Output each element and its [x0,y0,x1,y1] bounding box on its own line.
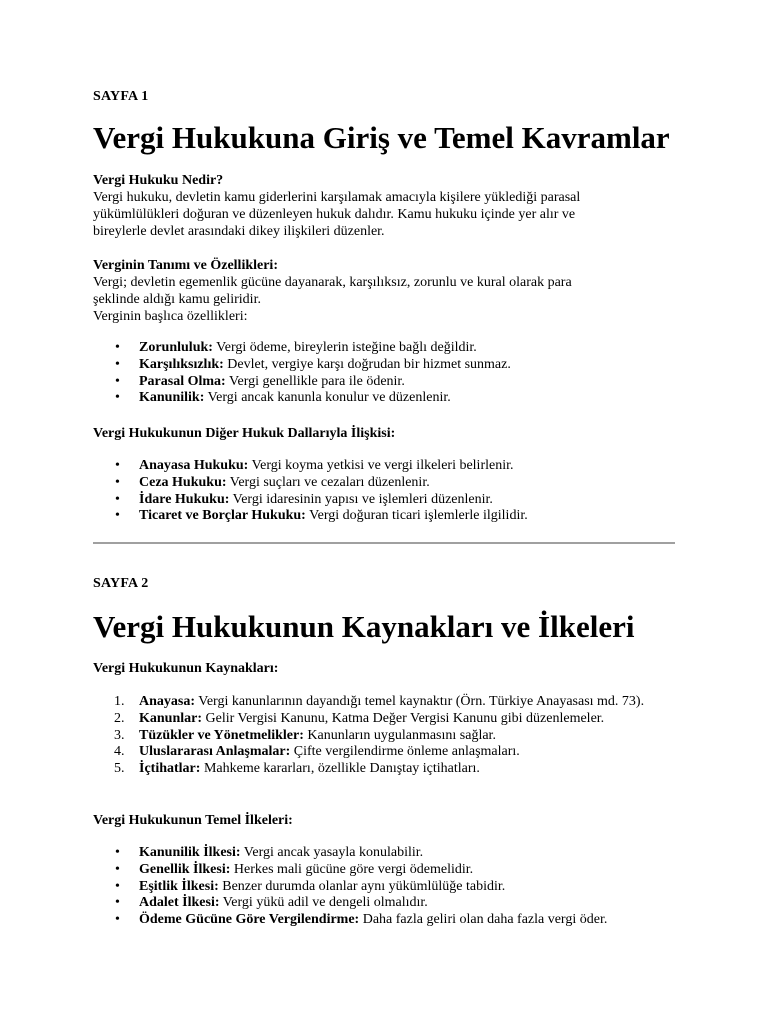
list-item: 4. Uluslararası Anlaşmalar: Çifte vergilendirme önleme anlaşmaları. [114,744,520,760]
page-label-1: SAYFA 1 [93,89,149,104]
list-item: • Kanunilik: Vergi ancak kanunla konulur ve düzenlenir. [93,390,678,407]
paragraph-line: Verginin başlıca özellikleri: [93,309,248,324]
list-item: • Karşılıksızlık: Devlet, vergiye karşı doğrudan bir hizmet sunmaz. [93,357,678,374]
list-item: • Ceza Hukuku: Vergi suçları ve cezaları düzenlenir. [93,475,678,492]
list-item: • İdare Hukuku: Vergi idaresinin yapısı ve işlemleri düzenlenir. [93,492,678,509]
bullet-list-ozellikler [93,340,678,407]
paragraph-line: şeklinde aldığı kamu geliridir. [93,292,261,307]
section-heading: Verginin Tanımı ve Özellikleri: [93,258,278,273]
list-item: • Adalet İlkesi: Vergi yükü adil ve dengeli olmalıdır. [93,895,678,912]
list-item: • Ödeme Gücüne Göre Vergilendirme: Daha fazla geliri olan daha fazla vergi öder. [93,912,678,929]
section-heading-kaynaklar: Vergi Hukukunun Kaynakları: [93,661,279,676]
list-item: • Eşitlik İlkesi: Benzer durumda olanlar aynı yükümlülüğe tabidir. [93,879,678,896]
list-item: 3. Tüzükler ve Yönetmelikler: Kanunların uygulanmasını sağlar. [114,727,496,743]
paragraph [93,189,693,240]
page-title-2: Vergi Hukukunun Kaynakları ve İlkeleri [93,609,635,644]
paragraph-line: yükümlülükleri doğuran ve düzenleyen hukuk dalıdır. Kamu hukuku içinde yer alır ve [93,207,576,222]
section-heading: Vergi Hukuku Nedir? [93,173,224,188]
paragraph-line: Vergi; devletin egemenlik gücüne dayanarak, karşılıksız, zorunlu ve kural olarak para [93,275,572,290]
list-item: • Kanunilik İlkesi: Vergi ancak yasayla konulabilir. [93,845,678,862]
list-item: 1. Anayasa: Vergi kanunlarının dayandığı temel kaynaktır (Örn. Türkiye Anayasası md. 73). [114,694,645,709]
list-item: • Parasal Olma: Vergi genellikle para ile ödenir. [93,374,678,391]
section-heading-iliskisi: Vergi Hukukunun Diğer Hukuk Dallarıyla İlişkisi: [93,426,396,441]
list-item: 5. İçtihatlar: Mahkeme kararları, özellikle Danıştay içtihatları. [114,761,480,777]
bullet-list-hukuk-dallari [93,458,678,525]
section-heading-ilkeler: Vergi Hukukunun Temel İlkeleri: [93,813,293,828]
paragraph-line: bireylerle devlet arasındaki dikey ilişkileri düzenler. [93,224,385,239]
list-item: 2. Kanunlar: Gelir Vergisi Kanunu, Katma Değer Vergisi Kanunu gibi düzenlemeler. [114,710,605,726]
page-divider [93,542,675,544]
section-vergi-hukuku-nedir [93,172,693,240]
numbered-list-kaynaklar [93,694,678,778]
paragraph [93,274,693,325]
list-item: • Genellik İlkesi: Herkes mali gücüne göre vergi ödemelidir. [93,862,678,879]
bullet-list-ilkeler [93,845,678,929]
list-item: • Ticaret ve Borçlar Hukuku: Vergi doğuran ticari işlemlerle ilgilidir. [93,508,678,525]
page-label-2: SAYFA 2 [93,576,149,591]
paragraph-line: Vergi hukuku, devletin kamu giderlerini karşılamak amacıyla kişilere yüklediği parasal [93,190,581,205]
page-title-1: Vergi Hukukuna Giriş ve Temel Kavramlar [93,120,670,155]
list-item: • Zorunluluk: Vergi ödeme, bireylerin isteğine bağlı değildir. [93,340,678,357]
section-verginin-tanimi [93,257,693,325]
list-item: • Anayasa Hukuku: Vergi koyma yetkisi ve vergi ilkeleri belirlenir. [93,458,678,475]
